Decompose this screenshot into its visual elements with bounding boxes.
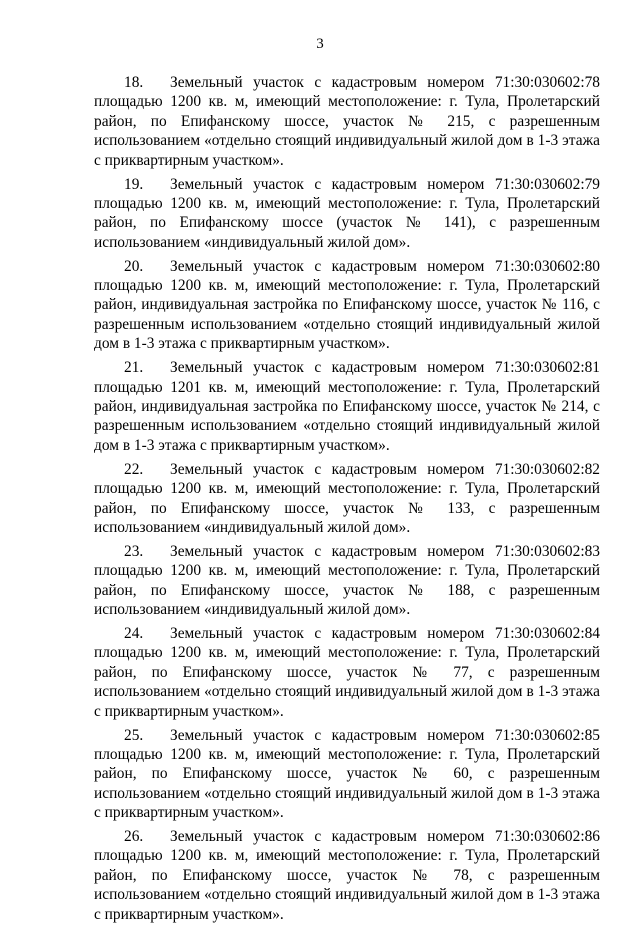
text-line: район, по Епифанскому шоссе, участок № 77, с разрешенным (94, 663, 600, 681)
text-line: площадью 1200 кв. м, имеющий местоположение: г. Тула, Пролетарский (94, 194, 600, 212)
text-line: район, индивидуальная застройка по Епифанскому шоссе, участок № 214, с (94, 398, 600, 415)
text-line: использованием «отдельно стоящий индивидуальный жилой дом в 1-3 этажа (94, 132, 600, 150)
item-text: Земельный участок с кадастровым номером 71:30:030602:85 (170, 726, 600, 744)
item-text: Земельный участок с кадастровым номером 71:30:030602:83 (170, 542, 600, 560)
text-line: район, по Епифанскому шоссе (участок № 141), с разрешенным (94, 214, 600, 232)
item-number: 26. (124, 828, 144, 846)
text-line: площадью 1200 кв. м, имеющий местоположение: г. Тула, Пролетарский (94, 480, 600, 498)
text-line: площадью 1200 кв. м, имеющий местоположение: г. Тула, Пролетарский (94, 93, 600, 111)
text-line (94, 542, 600, 561)
page-number: 3 (316, 36, 324, 52)
item-text: Земельный участок с кадастровым номером 71:30:030602:82 (170, 460, 600, 478)
item-number: 20. (124, 257, 144, 275)
item-text: Земельный участок с кадастровым номером 71:30:030602:78 (170, 74, 600, 91)
item-number: 23. (124, 542, 144, 560)
list-item (94, 542, 600, 620)
item-text: Земельный участок с кадастровым номером 71:30:030602:79 (170, 175, 600, 193)
list-item (94, 358, 600, 455)
item-text: Земельный участок с кадастровым номером 71:30:030602:84 (170, 624, 600, 642)
text-line (94, 73, 600, 92)
item-number: 24. (124, 624, 144, 642)
item-number: 25. (124, 726, 144, 744)
text-line (94, 827, 600, 846)
list-item (94, 257, 600, 354)
text-line: район, по Епифанскому шоссе, участок № 60, с разрешенным (94, 765, 600, 783)
item-text: Земельный участок с кадастровым номером 71:30:030602:80 (170, 257, 600, 275)
text-line: район, по Епифанскому шоссе, участок № 133, с разрешенным (94, 499, 600, 517)
text-line: площадью 1201 кв. м, имеющий местоположение: г. Тула, Пролетарский (94, 378, 600, 396)
list-item (94, 827, 600, 924)
text-line: район, по Епифанскому шоссе, участок № 78, с разрешенным (94, 866, 600, 884)
item-text: Земельный участок с кадастровым номером 71:30:030602:86 (170, 828, 600, 846)
text-line: район, по Епифанскому шоссе, участок № 215, с разрешенным (94, 112, 600, 130)
text-line: разрешенным использованием «отдельно стоящий индивидуальный жилой (94, 315, 600, 333)
text-line: использованием «отдельно стоящий индивидуальный жилой дом в 1-3 этажа (94, 784, 600, 802)
text-line: площадью 1200 кв. м, имеющий местоположение: г. Тула, Пролетарский (94, 745, 600, 763)
text-line: использованием «индивидуальный жилой дом». (94, 601, 411, 619)
item-text: Земельный участок с кадастровым номером 71:30:030602:81 (170, 359, 600, 377)
document-body (94, 73, 600, 929)
item-number: 21. (124, 359, 144, 377)
text-line: площадью 1200 кв. м, имеющий местоположение: г. Тула, Пролетарский (94, 847, 600, 865)
item-number: 22. (124, 460, 144, 478)
item-number: 18. (124, 74, 144, 91)
list-item (94, 73, 600, 170)
list-item (94, 624, 600, 721)
list-item (94, 175, 600, 253)
item-number: 19. (124, 175, 144, 193)
text-line: дом в 1-3 этажа с приквартирным участком». (94, 335, 390, 353)
text-line (94, 460, 600, 479)
list-item (94, 460, 600, 538)
text-line: использованием «индивидуальный жилой дом». (94, 233, 411, 251)
text-line (94, 257, 600, 276)
text-line (94, 358, 600, 377)
text-line: район, индивидуальная застройка по Епифанскому шоссе, участок № 116, с (94, 296, 600, 314)
text-line: площадью 1200 кв. м, имеющий местоположение: г. Тула, Пролетарский (94, 277, 600, 295)
text-line: использованием «отдельно стоящий индивидуальный жилой дом в 1-3 этажа (94, 886, 600, 904)
text-line: с приквартирным участком». (94, 151, 284, 169)
text-line: площадью 1200 кв. м, имеющий местоположение: г. Тула, Пролетарский (94, 562, 600, 580)
text-line: с приквартирным участком». (94, 804, 284, 822)
text-line: с приквартирным участком». (94, 702, 284, 720)
text-line: район, по Епифанскому шоссе, участок № 188, с разрешенным (94, 581, 600, 599)
text-line: использованием «индивидуальный жилой дом». (94, 518, 411, 536)
list-item (94, 726, 600, 823)
text-line: использованием «отдельно стоящий индивидуальный жилой дом в 1-3 этажа (94, 683, 600, 701)
text-line: разрешенным использованием «отдельно стоящий индивидуальный жилой (94, 417, 600, 435)
text-line: дом в 1-3 этажа с приквартирным участком». (94, 436, 390, 454)
text-line (94, 624, 600, 643)
text-line (94, 175, 600, 194)
text-line: с приквартирным участком». (94, 905, 284, 923)
text-line (94, 726, 600, 745)
text-line: площадью 1200 кв. м, имеющий местоположение: г. Тула, Пролетарский (94, 644, 600, 662)
